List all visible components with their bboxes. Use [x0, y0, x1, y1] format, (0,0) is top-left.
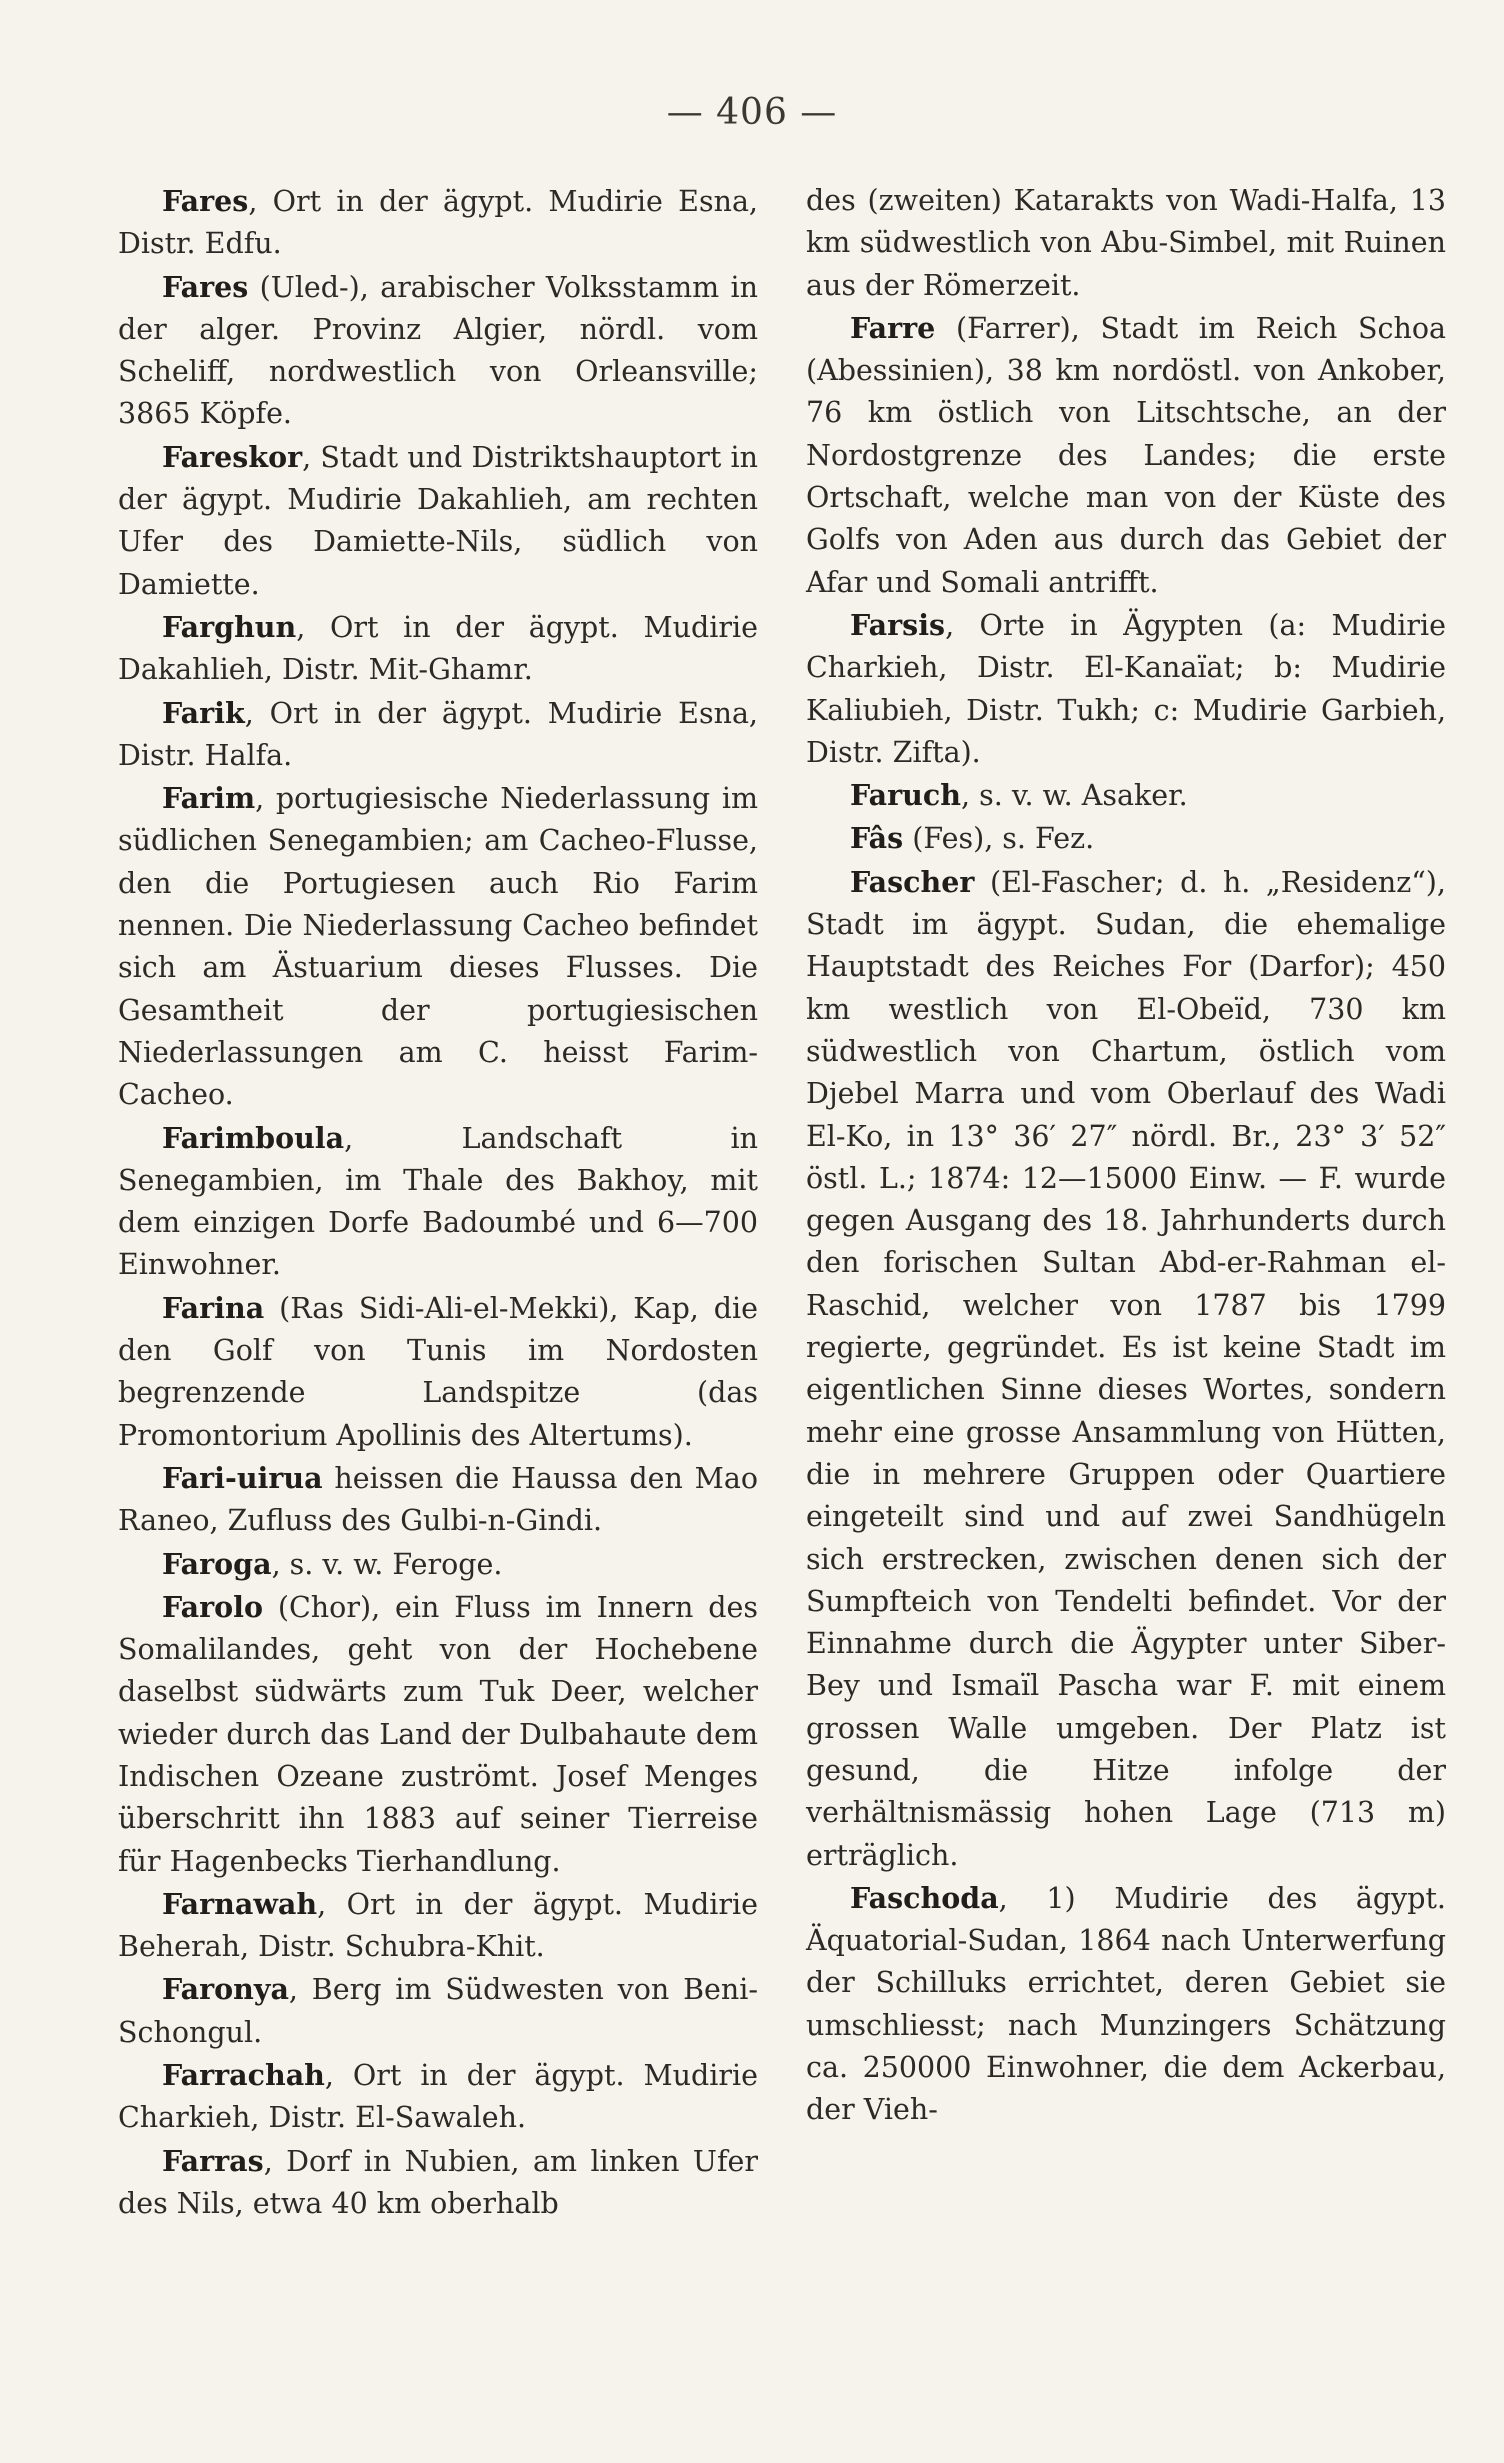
entry-text: , Landschaft in Senegambien, im Thale des Bakhoy, mit dem einzigen Dorfe Badoumbé und 6—700 Einwohner.: [118, 1121, 758, 1282]
page-number: — 406 —: [666, 92, 838, 133]
entry-farim: [118, 777, 758, 1116]
entry-headword: Fares: [162, 184, 249, 218]
entry-headword: Farolo: [162, 1589, 264, 1624]
entry-headword: Farimboula: [162, 1120, 345, 1155]
entry-text: (Uled-), arabischer Volksstamm in der alger. Provinz Algier, nördl. vom Scheliff, nordwestlich von Orleansville; 3865 Köpfe.: [118, 270, 758, 431]
entry-headword: Fareskor: [162, 439, 303, 474]
entry-text: , Ort in der ägypt. Mudirie Dakahlieh, Distr. Mit-Ghamr.: [118, 610, 758, 687]
entry-text: , 1) Mudirie des ägypt. Äquatorial-Sudan, 1864 nach Unterwerfung der Schilluks errichtet, deren Gebiet sie umschliesst; nach Munzingers Schätzung ca. 250000 Einwohner, die dem Ackerbau, der Vieh-: [806, 1881, 1446, 2127]
entry-text: (Fes), s. Fez.: [903, 822, 1095, 856]
entry-headword: Faronya: [162, 1972, 289, 2007]
entry-headword: Fari-uirua: [162, 1460, 323, 1495]
entry-fascher: [806, 861, 1446, 1877]
entry-text: heissen die Haussa den Mao Raneo, Zufluss des Gulbi-n-Gindi.: [118, 1461, 758, 1538]
entry-farras-continued: [806, 180, 1446, 307]
left-column: [118, 180, 758, 2225]
entry-headword: Farghun: [162, 609, 297, 644]
entry-text: (El-Fascher; d. h. „Residenz“), Stadt im ägypt. Sudan, die ehemalige Hauptstadt des Reiches For (Darfor); 450 km westlich von El-Obeïd, 730 km südwestlich von Chartum, östlich vom Djebel Marra und vom Oberlauf des Wadi El-Ko, in 13° 36′ 27″ nördl. Br., 23° 3′ 52″ östl. L.; 1874: 12—15000 Einw. — F. wurde gegen Ausgang des 18. Jahrhunderts durch den forischen Sultan Abd-er-Rahman el-Raschid, welcher von 1787 bis 1799 regierte, gegründet. Es ist keine Stadt im eigentlichen Sinne dieses Wortes, sondern mehr eine grosse Ansammlung von Hütten, die in mehrere Gruppen oder Quartiere eingeteilt sind und auf zwei Sandhügeln sich erstrecken, zwischen denen sich der Sumpfteich von Tendelti befindet. Vor der Einnahme durch die Ägypter unter Siber-Bey und Ismaïl Pascha war F. mit einem grossen Walle umgeben. Der Platz ist gesund, die Hitze infolge der verhältnismässig hohen Lage (713 m) erträglich.: [806, 865, 1446, 1872]
entry-headword: Faschoda: [850, 1880, 999, 1915]
entry-farrachah: [118, 2054, 758, 2140]
entry-farghun: [118, 606, 758, 692]
entry-farik: [118, 692, 758, 778]
entry-farras: [118, 2140, 758, 2226]
entry-headword: Farim: [162, 781, 256, 816]
entry-text: , Stadt und Distriktshauptort in der ägypt. Mudirie Dakahlieh, am rechten Ufer des Damiette-Nils, südlich von Damiette.: [118, 440, 758, 601]
entry-fari-uirua: [118, 1457, 758, 1543]
entry-fares-1: [118, 180, 758, 266]
entry-text: (Ras Sidi-Ali-el-Mekki), Kap, die den Golf von Tunis im Nordosten begrenzende Landspitze (das Promontorium Apollinis des Altertums).: [118, 1291, 758, 1452]
entry-text: , Ort in der ägypt. Mudirie Charkieh, Distr. El-Sawaleh.: [118, 2059, 758, 2135]
entry-farimboula: [118, 1117, 758, 1287]
entry-headword: Faruch: [850, 778, 961, 813]
entry-text: des (zweiten) Katarakts von Wadi-Halfa, 13 km südwestlich von Abu-Simbel, mit Ruinen aus der Römerzeit.: [806, 184, 1446, 302]
entry-farsis: [806, 604, 1446, 774]
right-column: [806, 180, 1446, 2132]
entry-faschoda: [806, 1877, 1446, 2132]
entry-text: , portugiesische Niederlassung im südlichen Senegambien; am Cacheo-Flusse, den die Portugiesen auch Rio Farim nennen. Die Niederlassung Cacheo befindet sich am Ästuarium dieses Flusses. Die Gesamtheit der portugiesischen Niederlassungen am C. heisst Farim-Cacheo.: [118, 782, 758, 1112]
entry-headword: Farre: [850, 310, 936, 345]
entry-text: , Orte in Ägypten (a: Mudirie Charkieh, Distr. El-Kanaïat; b: Mudirie Kaliubieh, Distr. Tukh; c: Mudirie Garbieh, Distr. Zifta).: [806, 608, 1446, 769]
entry-text: , s. v. w. Feroge.: [271, 1547, 503, 1581]
entry-text: (Chor), ein Fluss im Innern des Somalilandes, geht von der Hochebene daselbst südwärts zum Tuk Deer, welcher wieder durch das Land der Dulbahaute dem Indischen Ozeane zuströmt. Josef Menges überschritt ihn 1883 auf seiner Tierreise für Hagenbecks Tierhandlung.: [118, 1590, 758, 1878]
entry-fas: [806, 817, 1446, 860]
entry-headword: Farik: [162, 695, 245, 730]
entry-text: , Dorf in Nubien, am linken Ufer des Nils, etwa 40 km oberhalb: [118, 2144, 758, 2220]
entry-headword: Faroga: [162, 1546, 272, 1581]
entry-text: , Ort in der ägypt. Mudirie Esna, Distr. Edfu.: [118, 185, 758, 261]
entry-text: , Berg im Südwesten von Beni-Schongul.: [118, 1973, 758, 2049]
entry-faroga: [118, 1543, 758, 1586]
entry-farnawah: [118, 1883, 758, 1969]
entry-farolo: [118, 1586, 758, 1883]
entry-headword: Fâs: [850, 821, 904, 856]
entry-headword: Fascher: [850, 864, 975, 899]
entry-text: , Ort in der ägypt. Mudirie Beherah, Distr. Schubra-Khit.: [118, 1887, 758, 1964]
entry-text: , Ort in der ägypt. Mudirie Esna, Distr. Halfa.: [118, 696, 758, 772]
entry-text: (Farrer), Stadt im Reich Schoa (Abessinien), 38 km nordöstl. von Ankober, 76 km östlich von Litschtsche, an der Nordostgrenze des Landes; die erste Ortschaft, welche man von der Küste des Golfs von Aden aus durch das Gebiet der Afar und Somali antrifft.: [806, 311, 1446, 599]
entry-headword: Farnawah: [162, 1886, 318, 1921]
entry-headword: Farina: [162, 1290, 265, 1325]
entry-farre: [806, 307, 1446, 604]
entry-farina: [118, 1287, 758, 1457]
entry-headword: Farsis: [850, 607, 946, 642]
entry-headword: Fares: [162, 269, 249, 304]
entry-headword: Farrachah: [162, 2058, 325, 2093]
entry-fares-2: [118, 266, 758, 436]
entry-fareskor: [118, 436, 758, 606]
entry-headword: Farras: [162, 2143, 264, 2178]
entry-text: , s. v. w. Asaker.: [960, 779, 1188, 813]
entry-faronya: [118, 1968, 758, 2054]
entry-faruch: [806, 774, 1446, 817]
